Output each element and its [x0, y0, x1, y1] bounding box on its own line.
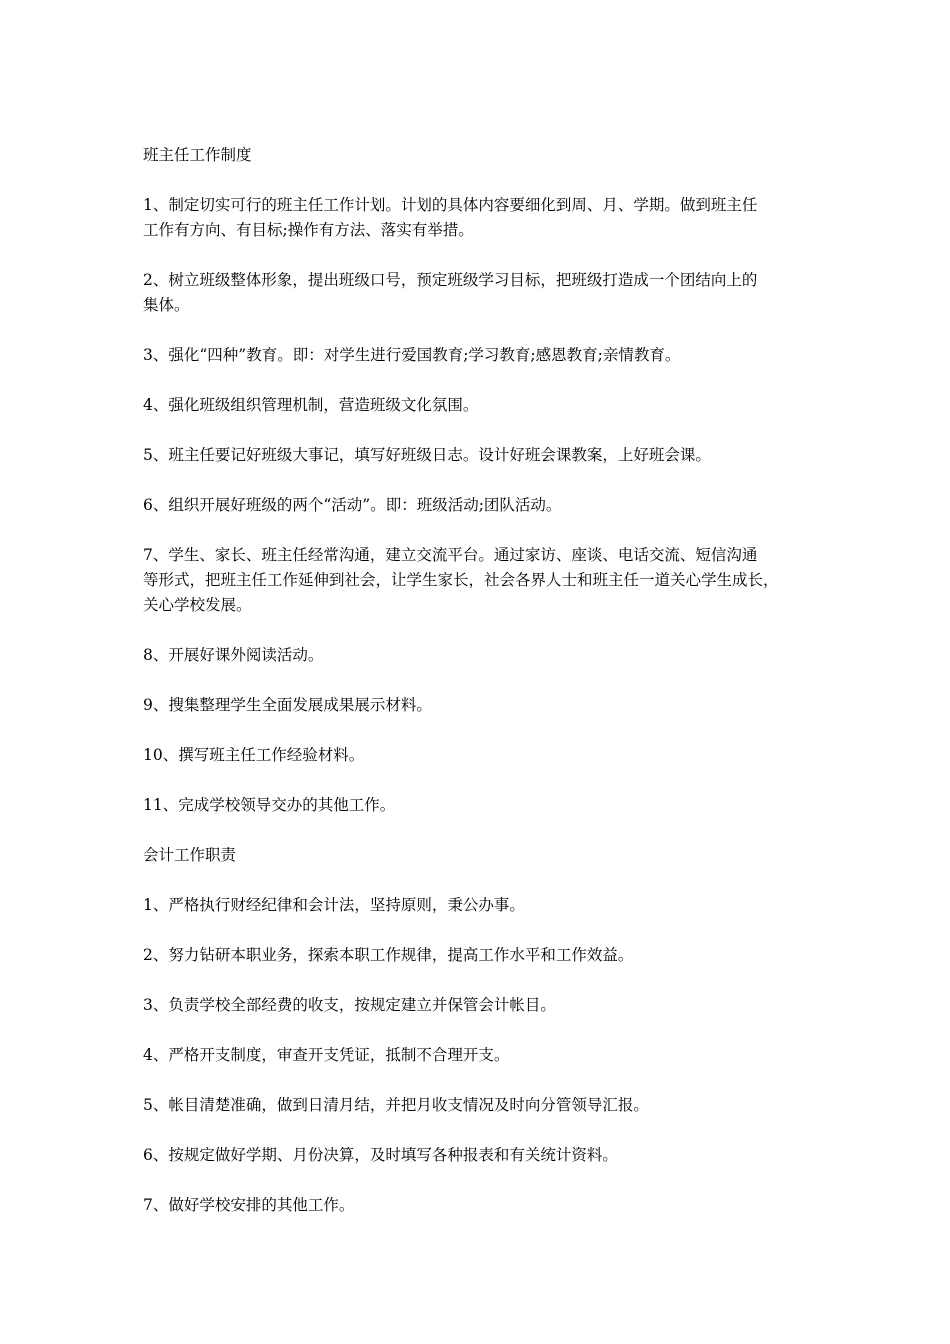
paragraph-line: 4、强化班级组织管理机制，营造班级文化氛围。 [143, 396, 479, 414]
list-item [143, 693, 813, 718]
list-item [143, 743, 813, 768]
paragraph-line: 6、组织开展好班级的两个“活动”。即：班级活动;团队活动。 [143, 496, 562, 514]
list-item [143, 993, 813, 1018]
paragraph-line: 3、负责学校全部经费的收支，按规定建立并保管会计帐目。 [143, 996, 556, 1014]
paragraph-line: 2、树立班级整体形象，提出班级口号，预定班级学习目标，把班级打造成一个团结向上的 [143, 271, 758, 289]
list-item [143, 543, 813, 618]
list-item [143, 268, 813, 318]
paragraph-line: 集体。 [143, 296, 190, 314]
section-title: 会计工作职责 [143, 846, 237, 864]
list-item [143, 943, 813, 968]
paragraph-line: 7、做好学校安排的其他工作。 [143, 1196, 355, 1214]
list-item [143, 393, 813, 418]
paragraph-line: 4、严格开支制度，审查开支凭证，抵制不合理开支。 [143, 1046, 510, 1064]
list-item [143, 893, 813, 918]
paragraph-line: 5、班主任要记好班级大事记，填写好班级日志。设计好班会课教案，上好班会课。 [143, 446, 711, 464]
list-item [143, 643, 813, 668]
paragraph-line: 11、完成学校领导交办的其他工作。 [143, 796, 396, 814]
section-title: 班主任工作制度 [143, 146, 252, 164]
paragraph-line: 2、努力钻研本职业务，探索本职工作规律，提高工作水平和工作效益。 [143, 946, 634, 964]
list-item [143, 343, 813, 368]
paragraph-line: 1、制定切实可行的班主任工作计划。计划的具体内容要细化到周、月、学期。做到班主任 [143, 196, 758, 214]
list-item [143, 1143, 813, 1168]
list-item [143, 493, 813, 518]
paragraph-line: 3、强化“四种”教育。即：对学生进行爱国教育;学习教育;感恩教育;亲情教育。 [143, 346, 681, 364]
document-page [143, 143, 813, 1243]
paragraph-line: 8、开展好课外阅读活动。 [143, 646, 324, 664]
paragraph-line: 5、帐目清楚准确，做到日清月结，并把月收支情况及时向分管领导汇报。 [143, 1096, 649, 1114]
paragraph-line: 关心学校发展。 [143, 596, 252, 614]
paragraph-line: 9、搜集整理学生全面发展成果展示材料。 [143, 696, 432, 714]
list-item [143, 1193, 813, 1218]
list-item [143, 1093, 813, 1118]
paragraph-line: 等形式，把班主任工作延伸到社会，让学生家长，社会各界人士和班主任一道关心学生成长， [143, 571, 779, 589]
list-item [143, 1043, 813, 1068]
list-item [143, 793, 813, 818]
list-item [143, 443, 813, 468]
paragraph-line: 7、学生、家长、班主任经常沟通，建立交流平台。通过家访、座谈、电话交流、短信沟通 [143, 546, 758, 564]
paragraph-line: 10、撰写班主任工作经验材料。 [143, 746, 365, 764]
list-item [143, 193, 813, 243]
paragraph-line: 6、按规定做好学期、月份决算，及时填写各种报表和有关统计资料。 [143, 1146, 618, 1164]
paragraph-line: 1、严格执行财经纪律和会计法，坚持原则，秉公办事。 [143, 896, 525, 914]
paragraph-line: 工作有方向、有目标;操作有方法、落实有举措。 [143, 221, 474, 239]
